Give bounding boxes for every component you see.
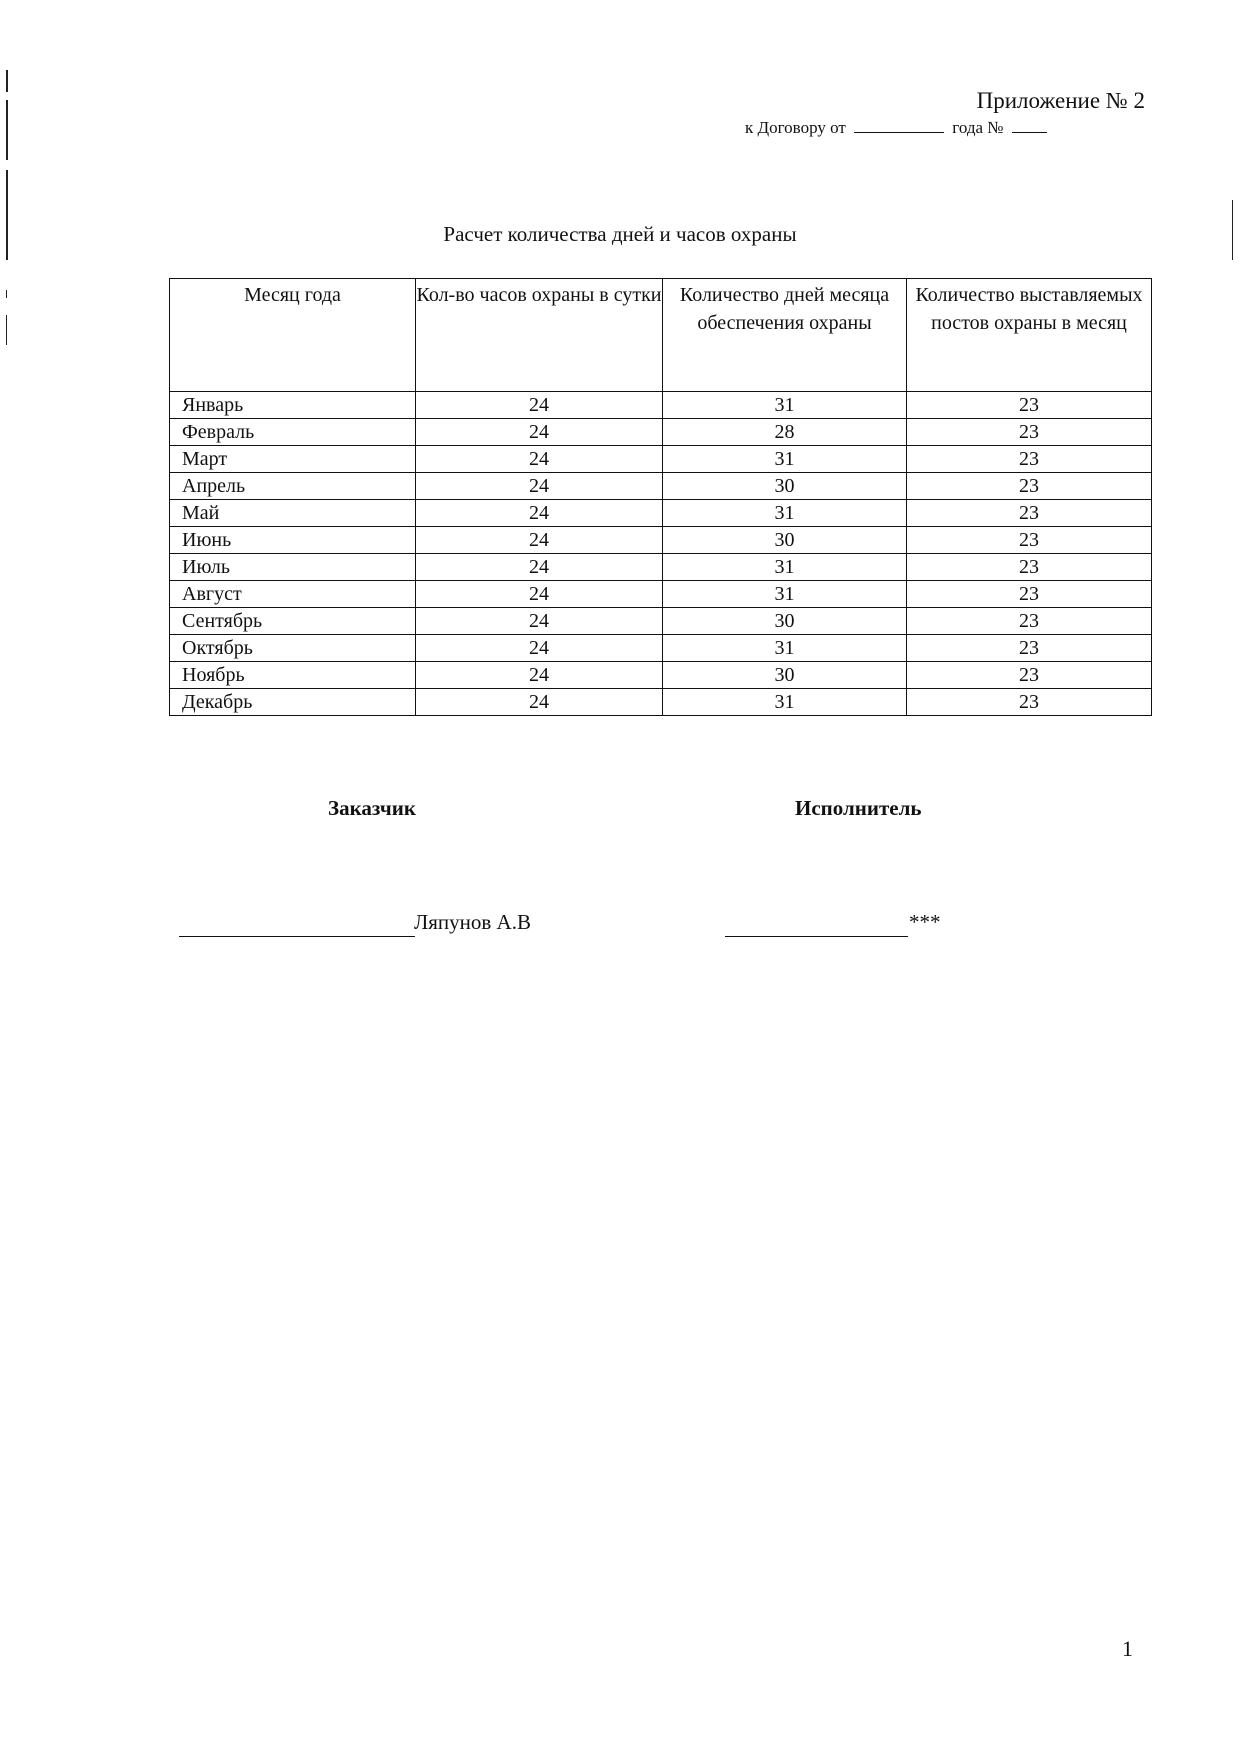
- month-cell: Сентябрь: [170, 608, 416, 635]
- posts-cell: 23: [907, 554, 1152, 581]
- table-row: [170, 608, 1152, 635]
- customer-signatory: Ляпунов А.В: [414, 910, 531, 934]
- month-cell: Апрель: [170, 473, 416, 500]
- table-row: [170, 500, 1152, 527]
- hours-cell: 24: [416, 527, 663, 554]
- days-cell: 31: [663, 554, 907, 581]
- hours-cell: 24: [416, 689, 663, 716]
- contract-number-blank: [1012, 118, 1047, 133]
- posts-cell: 23: [907, 635, 1152, 662]
- posts-cell: 23: [907, 446, 1152, 473]
- month-cell: Декабрь: [170, 689, 416, 716]
- days-cell: 31: [663, 392, 907, 419]
- column-header-days: Количество дней месяца обеспечения охраны: [663, 279, 907, 392]
- posts-cell: 23: [907, 662, 1152, 689]
- contract-date-blank: [854, 118, 944, 133]
- posts-cell: 23: [907, 392, 1152, 419]
- hours-cell: 24: [416, 608, 663, 635]
- guard-hours-table: [169, 278, 1152, 716]
- month-cell: Январь: [170, 392, 416, 419]
- table-row: [170, 635, 1152, 662]
- table-row: [170, 392, 1152, 419]
- table-row: [170, 554, 1152, 581]
- days-cell: 31: [663, 446, 907, 473]
- contract-reference: [745, 118, 1047, 138]
- posts-cell: 23: [907, 527, 1152, 554]
- days-cell: 30: [663, 662, 907, 689]
- table-row: [170, 689, 1152, 716]
- days-cell: 31: [663, 500, 907, 527]
- days-cell: 30: [663, 527, 907, 554]
- days-cell: 31: [663, 635, 907, 662]
- month-cell: Февраль: [170, 419, 416, 446]
- column-header-posts: Количество выставляемых постов охраны в месяц: [907, 279, 1152, 392]
- hours-cell: 24: [416, 662, 663, 689]
- table-header-row: [170, 279, 1152, 392]
- document-title: Расчет количества дней и часов охраны: [443, 222, 797, 246]
- month-cell: Август: [170, 581, 416, 608]
- posts-cell: 23: [907, 608, 1152, 635]
- month-cell: Май: [170, 500, 416, 527]
- hours-cell: 24: [416, 554, 663, 581]
- scan-artifact: [6, 100, 8, 160]
- table-row: [170, 419, 1152, 446]
- table-row: [170, 527, 1152, 554]
- contract-prefix: к Договору от: [745, 118, 846, 137]
- table-row: [170, 662, 1152, 689]
- scan-artifact: [6, 315, 7, 345]
- hours-cell: 24: [416, 446, 663, 473]
- appendix-title: Приложение № 2: [976, 88, 1145, 113]
- table-row: [170, 581, 1152, 608]
- column-header-hours: Кол-во часов охраны в сутки: [416, 279, 663, 392]
- contractor-signature-line: [725, 935, 908, 937]
- month-cell: Июнь: [170, 527, 416, 554]
- hours-cell: 24: [416, 392, 663, 419]
- customer-signature-line: [179, 935, 415, 937]
- days-cell: 28: [663, 419, 907, 446]
- hours-cell: 24: [416, 500, 663, 527]
- scan-artifact: [6, 70, 8, 92]
- table-row: [170, 446, 1152, 473]
- month-cell: Июль: [170, 554, 416, 581]
- table-row: [170, 473, 1152, 500]
- hours-cell: 24: [416, 581, 663, 608]
- month-cell: Ноябрь: [170, 662, 416, 689]
- posts-cell: 23: [907, 500, 1152, 527]
- days-cell: 30: [663, 608, 907, 635]
- hours-cell: 24: [416, 635, 663, 662]
- customer-label: Заказчик: [328, 796, 416, 820]
- days-cell: 31: [663, 689, 907, 716]
- posts-cell: 23: [907, 581, 1152, 608]
- month-cell: Октябрь: [170, 635, 416, 662]
- contract-year-label: года №: [952, 118, 1004, 137]
- days-cell: 31: [663, 581, 907, 608]
- hours-cell: 24: [416, 419, 663, 446]
- page-number: 1: [1122, 1636, 1133, 1661]
- contractor-label: Исполнитель: [795, 796, 922, 820]
- month-cell: Март: [170, 446, 416, 473]
- scan-artifact: [6, 290, 7, 298]
- contractor-signatory: ***: [909, 910, 941, 934]
- posts-cell: 23: [907, 419, 1152, 446]
- column-header-month: Месяц года: [170, 279, 416, 392]
- posts-cell: 23: [907, 689, 1152, 716]
- days-cell: 30: [663, 473, 907, 500]
- posts-cell: 23: [907, 473, 1152, 500]
- hours-cell: 24: [416, 473, 663, 500]
